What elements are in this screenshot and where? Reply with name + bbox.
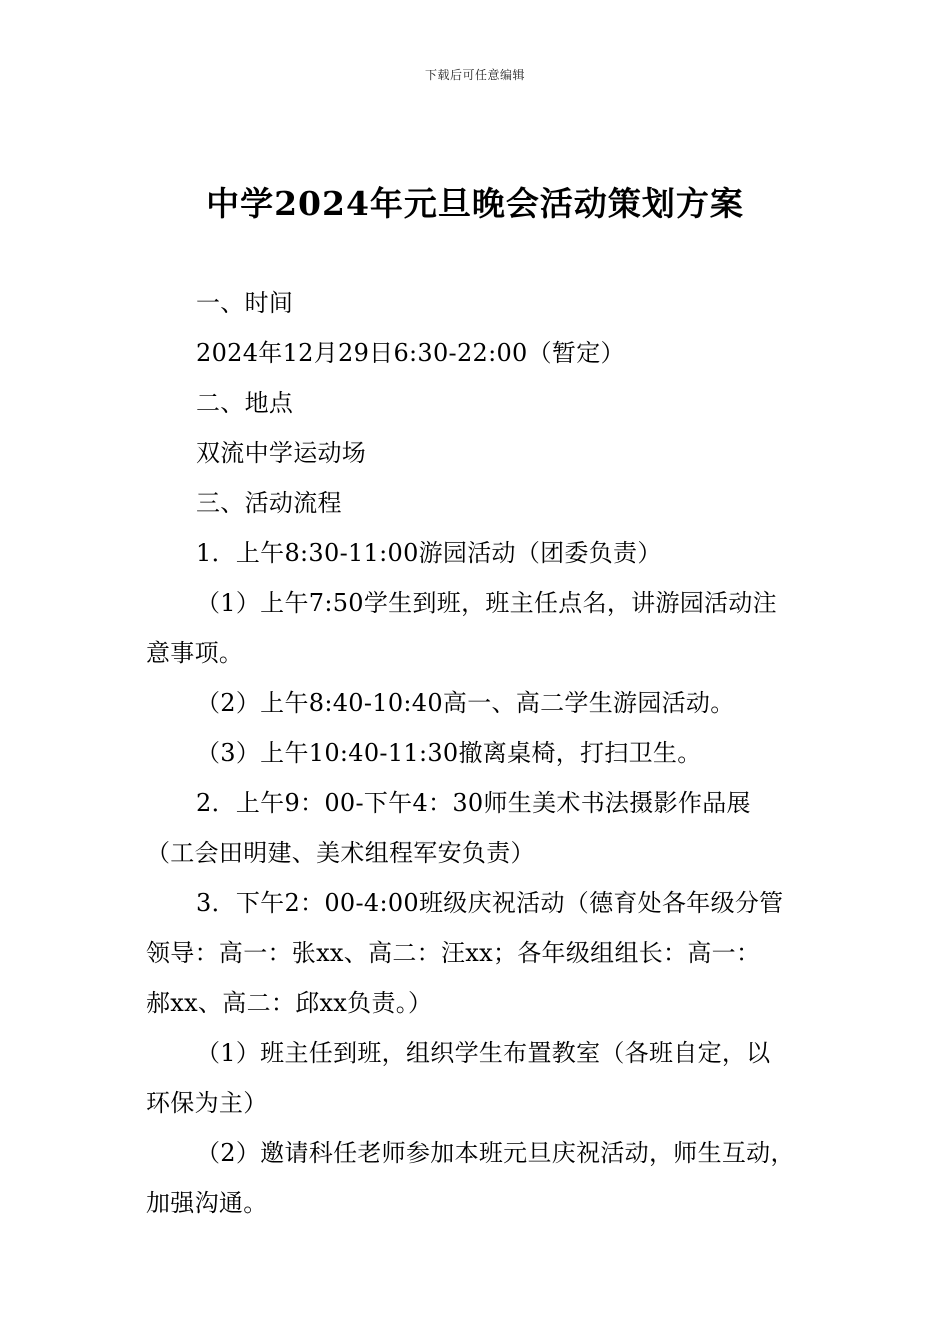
process-subitem-3-2: （2）邀请科任老师参加本班元旦庆祝活动，师生互动， [196,1139,795,1167]
process-subitem-3-2-cont: 加强沟通。 [146,1189,268,1217]
process-subitem-1-1-cont: 意事项。 [146,639,244,667]
process-item-2-cont: （工会田明建、美术组程军安负责） [146,839,535,867]
section-heading-time: 一、时间 [196,289,294,317]
process-subitem-1-1: （1）上午7:50学生到班，班主任点名，讲游园活动注 [196,589,777,617]
process-item-3-cont-2: 郝xx、高二：邱xx负责。） [146,989,433,1017]
section-heading-process: 三、活动流程 [196,489,342,517]
process-subitem-1-2: （2）上午8:40-10:40高一、高二学生游园活动。 [196,689,735,717]
process-subitem-3-1-cont: 环保为主） [146,1089,268,1117]
section-heading-location: 二、地点 [196,389,294,417]
process-item-3: 3．下午2：00-4:00班级庆祝活动（德育处各年级分管 [196,889,784,917]
time-value: 2024年12月29日6:30-22:00（暂定） [196,339,625,367]
process-item-3-cont-1: 领导：高一：张xx、高二：汪xx；各年级组组长：高一： [146,939,761,967]
process-subitem-3-1: （1）班主任到班，组织学生布置教室（各班自定，以 [196,1039,771,1067]
process-item-2: 2．上午9：00-下午4：30师生美术书法摄影作品展 [196,789,751,817]
document-title: 中学2024年元旦晚会活动策划方案 [206,184,744,223]
process-subitem-1-3: （3）上午10:40-11:30撤离桌椅，打扫卫生。 [196,739,702,767]
process-item-1: 1．上午8:30-11:00游园活动（团委负责） [196,539,662,567]
header-note: 下载后可任意编辑 [424,68,525,82]
location-value: 双流中学运动场 [196,439,367,467]
